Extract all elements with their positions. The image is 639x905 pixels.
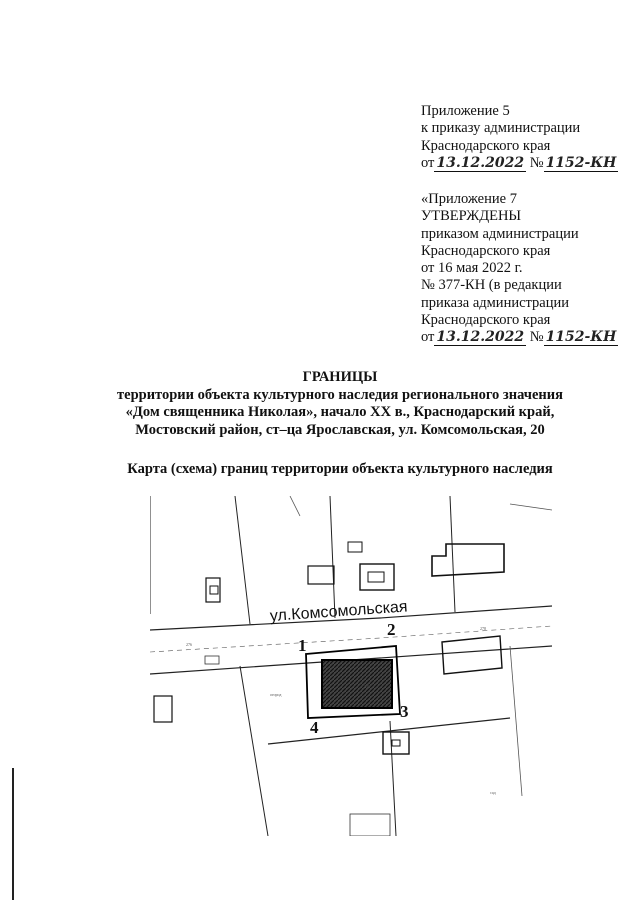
map-small-text: сад — [490, 790, 496, 795]
approval-date-prefix: от — [421, 329, 435, 346]
appendix-date-line — [421, 155, 618, 172]
building — [348, 542, 362, 552]
scan-edge-line — [12, 768, 14, 900]
map-small-text: огород — [270, 692, 282, 697]
building — [368, 572, 384, 582]
appendix-date-prefix: от — [421, 154, 435, 171]
heading-line-3: Мостовский район, ст–ца Ярославская, ул. Комсомольская, 20 — [135, 421, 545, 438]
appendix-date-handwritten: 13.12.2022 — [436, 154, 525, 171]
approval-line-3: приказом администрации — [421, 225, 579, 242]
approval-date-line — [421, 329, 618, 346]
parcel-line — [330, 496, 335, 618]
building — [308, 566, 334, 584]
building — [392, 740, 400, 746]
boundary-map-svg — [150, 496, 552, 836]
appendix-line-2: к приказу администрации — [421, 120, 581, 137]
parcel-line — [510, 504, 552, 510]
building — [205, 656, 219, 664]
approval-line-8: Краснодарского края — [421, 312, 551, 329]
parcel-line — [450, 496, 455, 612]
appendix-line-3: Краснодарского края — [421, 137, 551, 154]
parcel-line — [510, 646, 522, 796]
approval-line-2: УТВЕРЖДЕНЫ — [421, 208, 522, 225]
heading-line-1: территории объекта культурного наследия регионального значения — [117, 386, 563, 403]
appendix-number-prefix: № — [529, 154, 544, 171]
boundary-map — [150, 496, 552, 836]
building — [432, 544, 504, 576]
approval-number-handwritten: 1152-КН — [545, 329, 617, 346]
heritage-building — [322, 660, 392, 708]
parcel-line — [268, 718, 510, 744]
building — [154, 696, 172, 722]
approval-block — [421, 191, 618, 347]
appendix-number-handwritten: 1152-КН — [545, 154, 617, 171]
street-label: ул.Комсомольская — [269, 598, 409, 625]
approval-date-handwritten: 13.12.2022 — [436, 329, 525, 346]
approval-line-1: «Приложение 7 — [421, 191, 517, 207]
boundary-point-3: 3 — [400, 702, 409, 721]
building — [383, 732, 409, 754]
approval-line-4: Краснодарского края — [421, 242, 551, 259]
parcel-line — [390, 721, 396, 836]
appendix-block — [421, 103, 618, 172]
approval-number-prefix: № — [529, 329, 544, 346]
approval-line-7: приказа администрации — [421, 294, 570, 311]
map-small-text: 276 — [186, 642, 192, 647]
boundary-point-2: 2 — [387, 620, 396, 639]
street-centerline — [150, 626, 552, 652]
parcel-line — [235, 496, 250, 624]
heading-title: ГРАНИЦЫ — [302, 369, 378, 385]
building — [210, 586, 218, 594]
parcel-line — [240, 666, 268, 836]
heading-line-2: «Дом священника Николая», начало XX в., Краснодарский край, — [125, 404, 555, 421]
appendix-line-1: Приложение 5 — [421, 103, 510, 119]
building — [442, 636, 502, 674]
building — [350, 814, 390, 836]
building — [360, 564, 394, 590]
approval-line-5: от 16 мая 2022 г. — [421, 260, 523, 277]
heading-block — [80, 369, 600, 439]
boundary-point-4: 4 — [310, 718, 319, 737]
map-caption: Карта (схема) границ территории объекта культурного наследия — [127, 461, 553, 477]
approval-line-6: № 377-КН (в редакции — [421, 277, 562, 294]
boundary-point-1: 1 — [298, 636, 307, 655]
map-small-text: 278 — [480, 626, 486, 631]
parcel-line — [290, 496, 300, 516]
map-small-text: 2.0 — [364, 684, 369, 689]
